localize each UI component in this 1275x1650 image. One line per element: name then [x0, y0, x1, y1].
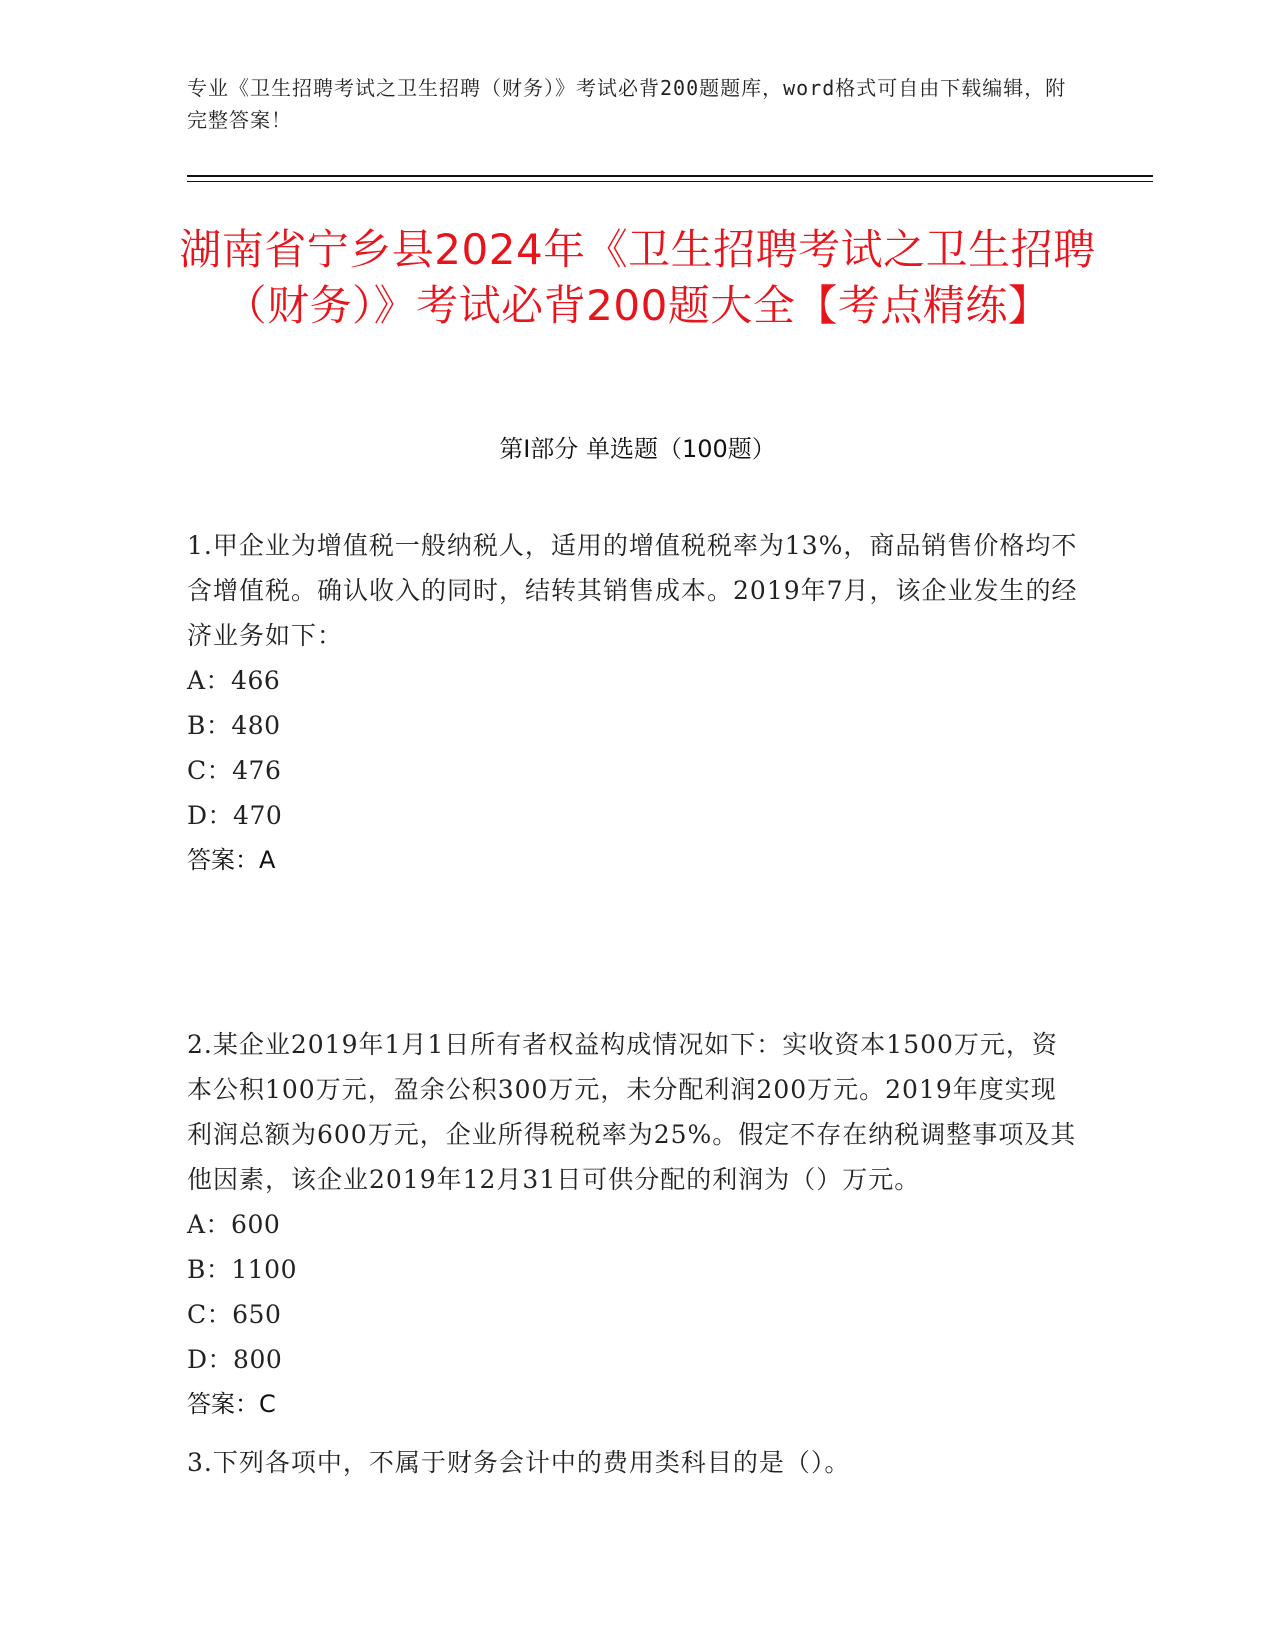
option-b: B：480 [187, 711, 281, 740]
option-a: A：600 [187, 1210, 281, 1239]
question-stem: 2.某企业2019年1月1日所有者权益构成情况如下：实收资本1500万元，资本公积100万元，盈余公积300万元，未分配利润200万元。2019年度实现利润总额为600万元，企业所得税税率为25%。假定不存在纳税调整事项及其他因素，该企业2019年12月31日可供分配的利润为（）万元。 [187, 1030, 1077, 1194]
section-title: 第Ⅰ部分 单选题（100题） [499, 435, 776, 463]
option-b: B：1100 [187, 1255, 297, 1284]
question-stem: 3.下列各项中，不属于财务会计中的费用类科目的是（）。 [187, 1448, 851, 1477]
option-d: D：800 [187, 1345, 283, 1374]
question-3 [187, 1440, 1082, 1485]
option-d: D：470 [187, 801, 283, 830]
option-c: C：476 [187, 756, 282, 785]
option-a: A：466 [187, 666, 281, 695]
question-stem: 1.甲企业为增值税一般纳税人，适用的增值税税率为13%，商品销售价格均不含增值税。确认收入的同时，结转其销售成本。2019年7月，该企业发生的经济业务如下： [187, 531, 1078, 650]
header-rule-thin [187, 181, 1153, 182]
question-2 [187, 1022, 1082, 1427]
header-rule-thick [187, 175, 1153, 177]
document-title: 湖南省宁乡县2024年《卫生招聘考试之卫生招聘（财务）》考试必背200题大全【考点精练】 [179, 225, 1096, 330]
header-note: 专业《卫生招聘考试之卫生招聘（财务）》考试必背200题题库，word格式可自由下载编辑，附完整答案！ [187, 76, 1067, 132]
option-c: C：650 [187, 1300, 282, 1329]
answer: 答案：A [187, 846, 276, 874]
answer: 答案：C [187, 1390, 276, 1418]
question-1 [187, 523, 1082, 883]
